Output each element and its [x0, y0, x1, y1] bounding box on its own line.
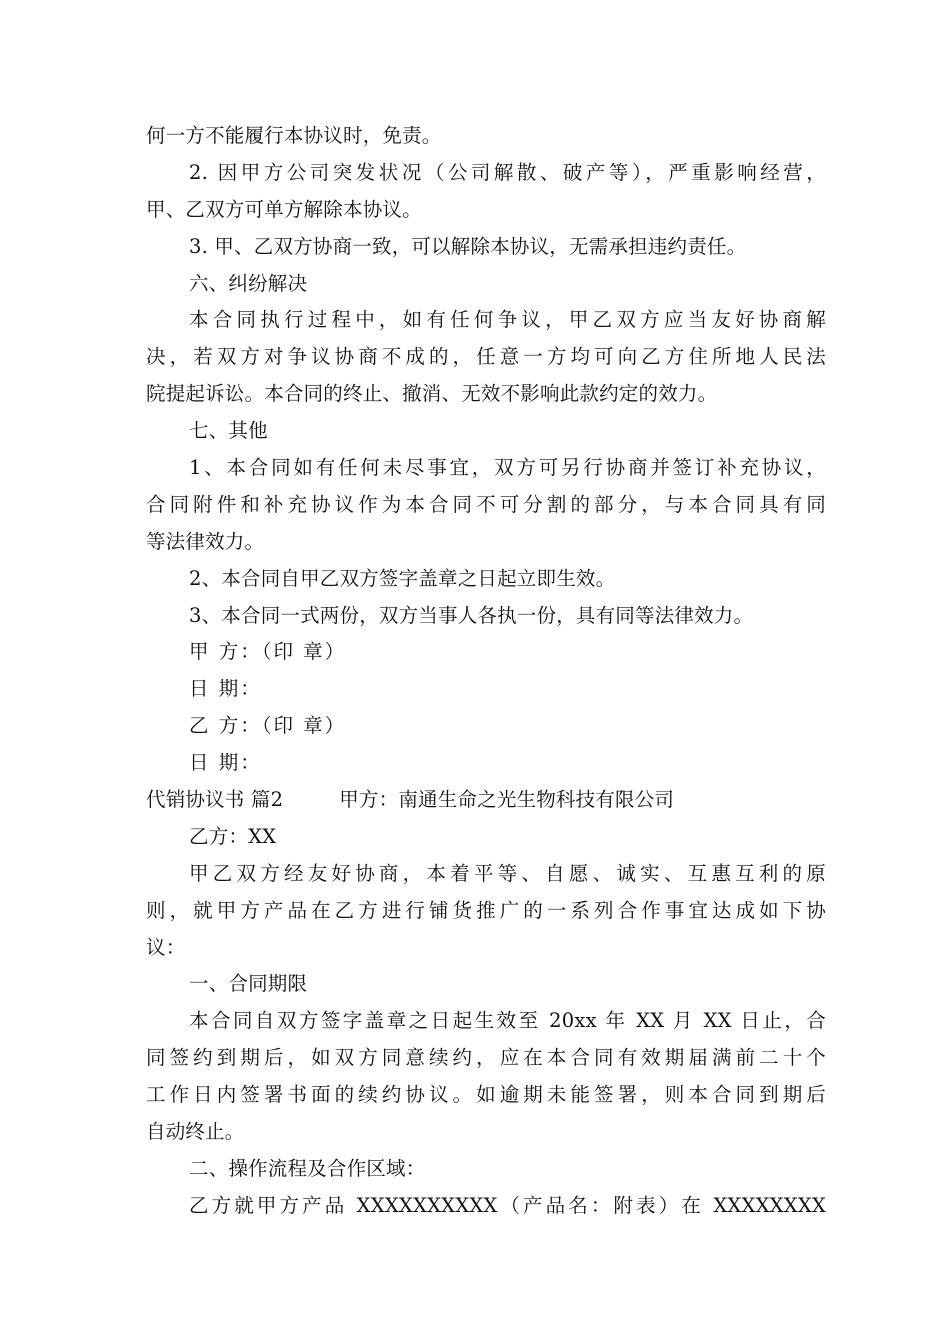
paragraph-line: 2、本合同自甲乙双方签字盖章之日起立即生效。 [189, 566, 616, 590]
paragraph-line: 决，若双方对争议协商不成的，任意一方均可向乙方住所地人民法 [146, 345, 826, 369]
paragraph-line: 本合同自双方签字盖章之日起生效至 20xx 年 XX 月 XX 日止，合 [189, 1009, 826, 1033]
signature-date-b: 日 期： [189, 751, 262, 775]
section-heading: 六、纠纷解决 [189, 271, 308, 295]
paragraph-line: 等法律效力。 [146, 529, 265, 553]
paragraph-line: 3、本合同一式两份，双方当事人各执一份，具有同等法律效力。 [189, 603, 754, 627]
section-title-line [146, 782, 826, 819]
paragraph-line: 院提起诉讼。本合同的终止、撤消、无效不影响此款约定的效力。 [146, 382, 718, 406]
signature-date-a: 日 期： [189, 677, 262, 701]
paragraph-line: 乙方就甲方产品 XXXXXXXXXX（产品名：附表）在 XXXXXXXX [189, 1193, 826, 1217]
party-a-name: 甲方：南通生命之光生物科技有限公司 [339, 788, 675, 812]
section-heading: 二、操作流程及合作区域： [189, 1156, 426, 1180]
paragraph-line: 自动终止。 [146, 1120, 245, 1144]
paragraph-line: 2. 因甲方公司突发状况（公司解散、破产等），严重影响经营， [189, 160, 826, 184]
document-page [146, 118, 826, 1225]
paragraph-line: 甲、乙双方可单方解除本协议。 [146, 197, 422, 221]
paragraph-line: 议： [146, 935, 186, 959]
section-title: 代销协议书 篇2 [146, 788, 284, 812]
section-heading: 一、合同期限 [189, 972, 308, 996]
party-b-name: 乙方：XX [189, 824, 277, 848]
paragraph-line: 则，就甲方产品在乙方进行铺货推广的一系列合作事宜达成如下协 [146, 898, 826, 922]
signature-party-a: 甲 方：（印 章） [189, 640, 347, 664]
paragraph-line: 何一方不能履行本协议时，免责。 [146, 124, 442, 147]
paragraph-line: 同签约到期后，如双方同意续约，应在本合同有效期届满前二十个 [146, 1046, 826, 1070]
paragraph-line: 本合同执行过程中，如有任何争议，甲乙双方应当友好协商解 [189, 308, 826, 332]
signature-party-b: 乙 方：（印 章） [189, 714, 347, 738]
paragraph-line: 工作日内签署书面的续约协议。如逾期未能签署，则本合同到期后 [146, 1083, 826, 1107]
paragraph-line: 1、本合同如有任何未尽事宜，双方可另行协商并签订补充协议， [189, 456, 826, 480]
paragraph-line: 3. 甲、乙双方协商一致，可以解除本协议，无需承担违约责任。 [189, 234, 747, 258]
paragraph-line: 甲乙双方经友好协商，本着平等、自愿、诚实、互惠互利的原 [189, 861, 826, 885]
section-heading: 七、其他 [189, 419, 268, 443]
paragraph-line: 合同附件和补充协议作为本合同不可分割的部分，与本合同具有同 [146, 492, 826, 516]
